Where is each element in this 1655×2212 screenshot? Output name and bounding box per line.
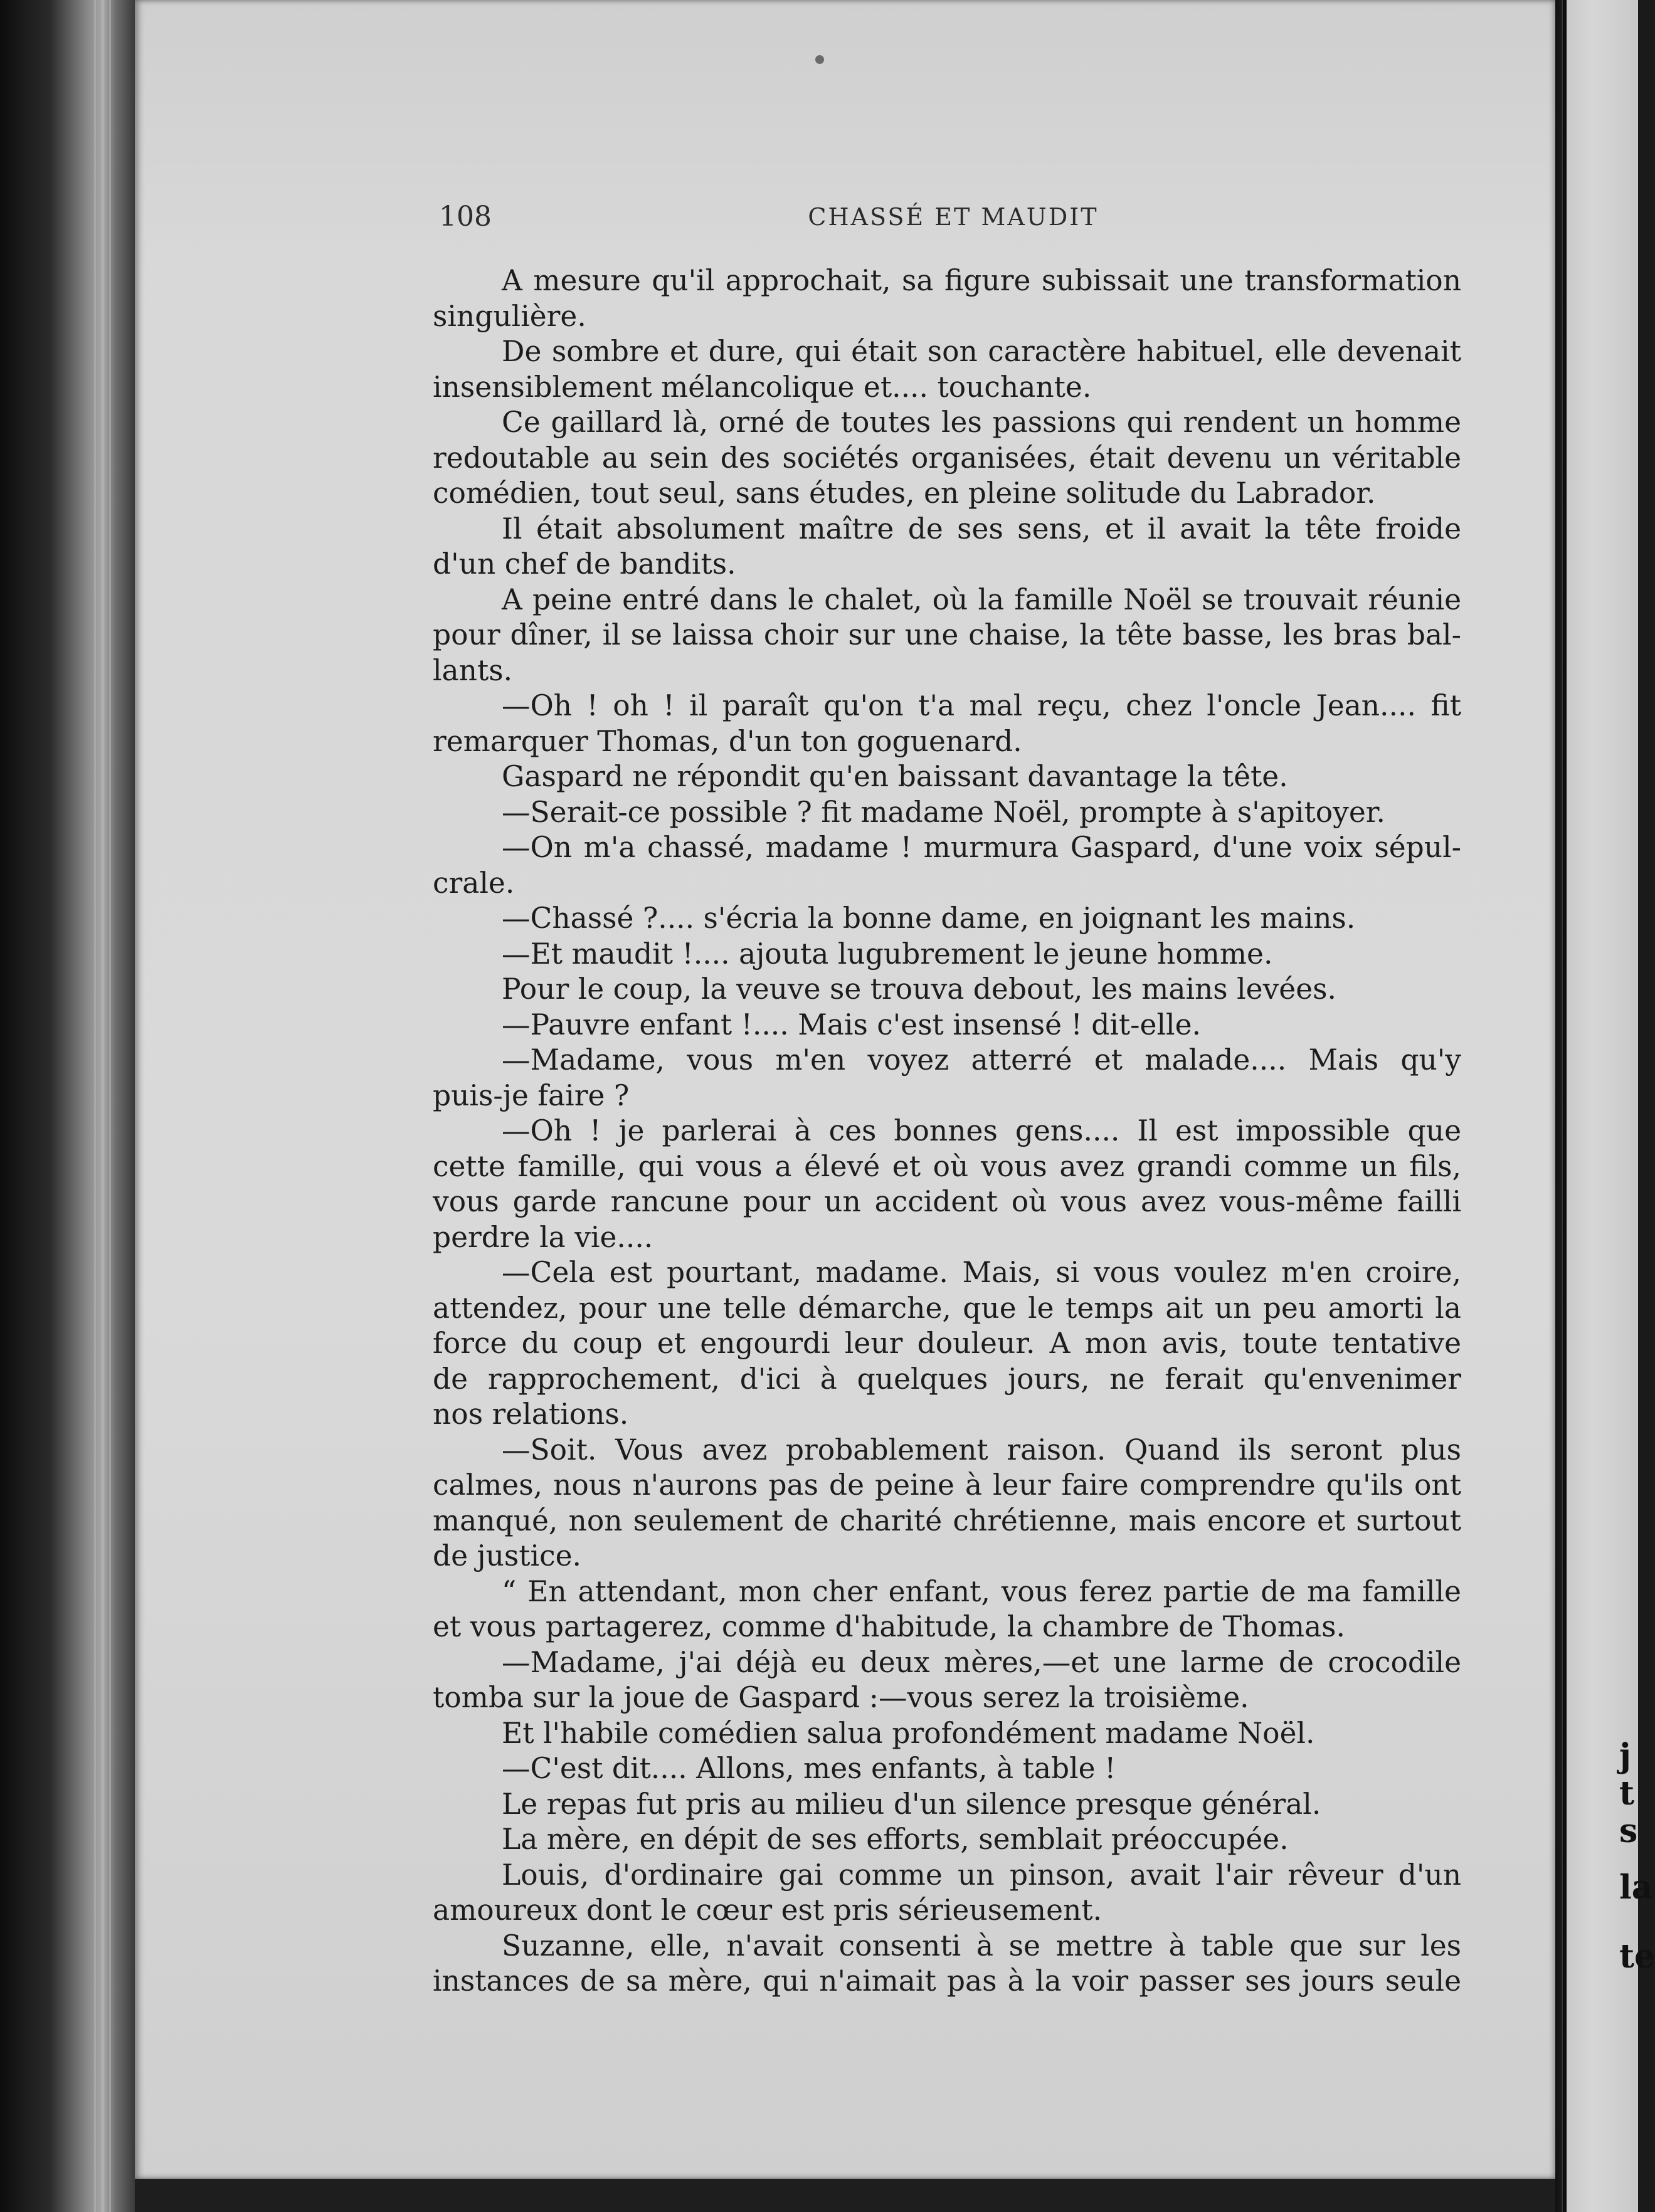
- gutter-rule: [1563, 0, 1567, 2212]
- text-line: calmes, nous n'aurons pas de peine à leur faire comprendre qu'ils ont: [433, 1468, 1461, 1502]
- text-line: attendez, pour une telle démarche, que le temps ait un peu amorti la: [433, 1291, 1461, 1325]
- text-line: —Serait-ce possible ? fit madame Noël, prompte à s'apitoyer.: [502, 795, 1386, 829]
- text-line: —Pauvre enfant !.... Mais c'est insensé ! dit-elle.: [502, 1008, 1201, 1041]
- text-line: A peine entré dans le chalet, où la famille Noël se trouvait réunie: [502, 582, 1461, 616]
- text-line: Louis, d'ordinaire gai comme un pinson, avait l'air rêveur d'un: [502, 1858, 1461, 1892]
- text-line: La mère, en dépit de ses efforts, semblait préoccupée.: [502, 1823, 1289, 1856]
- text-line: —Oh ! je parlerai à ces bonnes gens.... Il est impossible que: [502, 1114, 1461, 1147]
- text-line: vous garde rancune pour un accident où vous avez vous-même failli: [433, 1185, 1461, 1218]
- text-line: —Cela est pourtant, madame. Mais, si vous voulez m'en croire,: [502, 1256, 1461, 1289]
- text-line: et vous partagerez, comme d'habitude, la chambre de Thomas.: [433, 1610, 1345, 1643]
- facing-page-letter: te: [1619, 1937, 1655, 1976]
- text-line: —Et maudit !.... ajouta lugubrement le jeune homme.: [502, 937, 1273, 971]
- facing-page-letter: t: [1619, 1774, 1635, 1813]
- page-edge-streak: [102, 0, 103, 2212]
- text-line: nos relations.: [433, 1398, 629, 1431]
- text-line: insensiblement mélancolique et.... touchante.: [433, 370, 1092, 404]
- text-line: —On m'a chassé, madame ! murmura Gaspard, d'une voix sépul-: [502, 831, 1461, 864]
- page-header: [439, 201, 1467, 238]
- page-edge-streak: [94, 0, 96, 2212]
- text-line: Suzanne, elle, n'avait consenti à se mettre à table que sur les: [502, 1929, 1461, 1962]
- text-line: Ce gaillard là, orné de toutes les passions qui rendent un homme: [502, 406, 1461, 439]
- body-text: [433, 263, 1461, 1999]
- facing-page-letter: la: [1619, 1868, 1653, 1907]
- text-line: De sombre et dure, qui était son caractère habituel, elle devenait: [502, 335, 1461, 368]
- text-line: force du coup et engourdi leur douleur. A mon avis, toute tentative: [433, 1327, 1461, 1360]
- text-line: comédien, tout seul, sans études, en pleine solitude du Labrador.: [433, 477, 1376, 510]
- text-line: cette famille, qui vous a élevé et où vous avez grandi comme un fils,: [433, 1149, 1461, 1183]
- text-line: amoureux dont le cœur est pris sérieusement.: [433, 1893, 1102, 1927]
- text-line: —Madame, vous m'en voyez atterré et malade.... Mais qu'y: [502, 1043, 1461, 1077]
- text-line: instances de sa mère, qui n'aimait pas à la voir passer ses jours seule: [433, 1964, 1461, 1998]
- text-line: Il était absolument maître de ses sens, et il avait la tête froide: [502, 512, 1461, 545]
- text-line: Gaspard ne répondit qu'en baissant davantage la tête.: [502, 760, 1288, 793]
- page-number: 108: [439, 201, 492, 233]
- facing-page-letter: j: [1619, 1737, 1631, 1775]
- text-line: puis-je faire ?: [433, 1078, 630, 1112]
- text-line: —Oh ! oh ! il paraît qu'on t'a mal reçu, chez l'oncle Jean.... fit: [502, 689, 1461, 722]
- scan-border: [135, 2179, 1638, 2212]
- text-line: manqué, non seulement de charité chrétienne, mais encore et surtout: [433, 1504, 1461, 1537]
- text-line: perdre la vie....: [433, 1220, 653, 1254]
- text-line: —Soit. Vous avez probablement raison. Quand ils seront plus: [502, 1433, 1461, 1467]
- book-edge: [0, 0, 135, 2212]
- text-line: tomba sur la joue de Gaspard :—vous serez la troisième.: [433, 1681, 1249, 1714]
- facing-page-letter: s: [1619, 1812, 1638, 1850]
- text-line: Et l'habile comédien salua profondément madame Noël.: [502, 1716, 1315, 1750]
- text-line: Pour le coup, la veuve se trouva debout, les mains levées.: [502, 972, 1336, 1006]
- text-line: —Chassé ?.... s'écria la bonne dame, en joignant les mains.: [502, 902, 1356, 935]
- text-line: —C'est dit.... Allons, mes enfants, à table !: [502, 1752, 1116, 1785]
- page-edge-streak: [109, 0, 111, 2212]
- text-line: remarquer Thomas, d'un ton goguenard.: [433, 724, 1022, 758]
- text-line: Le repas fut pris au milieu d'un silence presque général.: [502, 1787, 1321, 1821]
- text-line: de justice.: [433, 1539, 581, 1572]
- running-title: CHASSÉ ET MAUDIT: [808, 203, 1099, 231]
- text-line: lants.: [433, 653, 513, 687]
- text-line: pour dîner, il se laissa choir sur une chaise, la tête basse, les bras bal-: [433, 618, 1461, 651]
- scan-dust: [815, 55, 824, 64]
- text-line: redoutable au sein des sociétés organisées, était devenu un véritable: [433, 441, 1461, 475]
- text-line: singulière.: [433, 299, 586, 333]
- text-line: de rapprochement, d'ici à quelques jours, ne ferait qu'envenimer: [433, 1362, 1461, 1396]
- text-line: A mesure qu'il approchait, sa figure subissait une transformation: [502, 264, 1461, 297]
- text-line: —Madame, j'ai déjà eu deux mères,—et une larme de crocodile: [502, 1645, 1461, 1679]
- text-line: “ En attendant, mon cher enfant, vous ferez partie de ma famille: [502, 1574, 1461, 1608]
- text-line: crale.: [433, 866, 515, 900]
- text-line: d'un chef de bandits.: [433, 547, 736, 581]
